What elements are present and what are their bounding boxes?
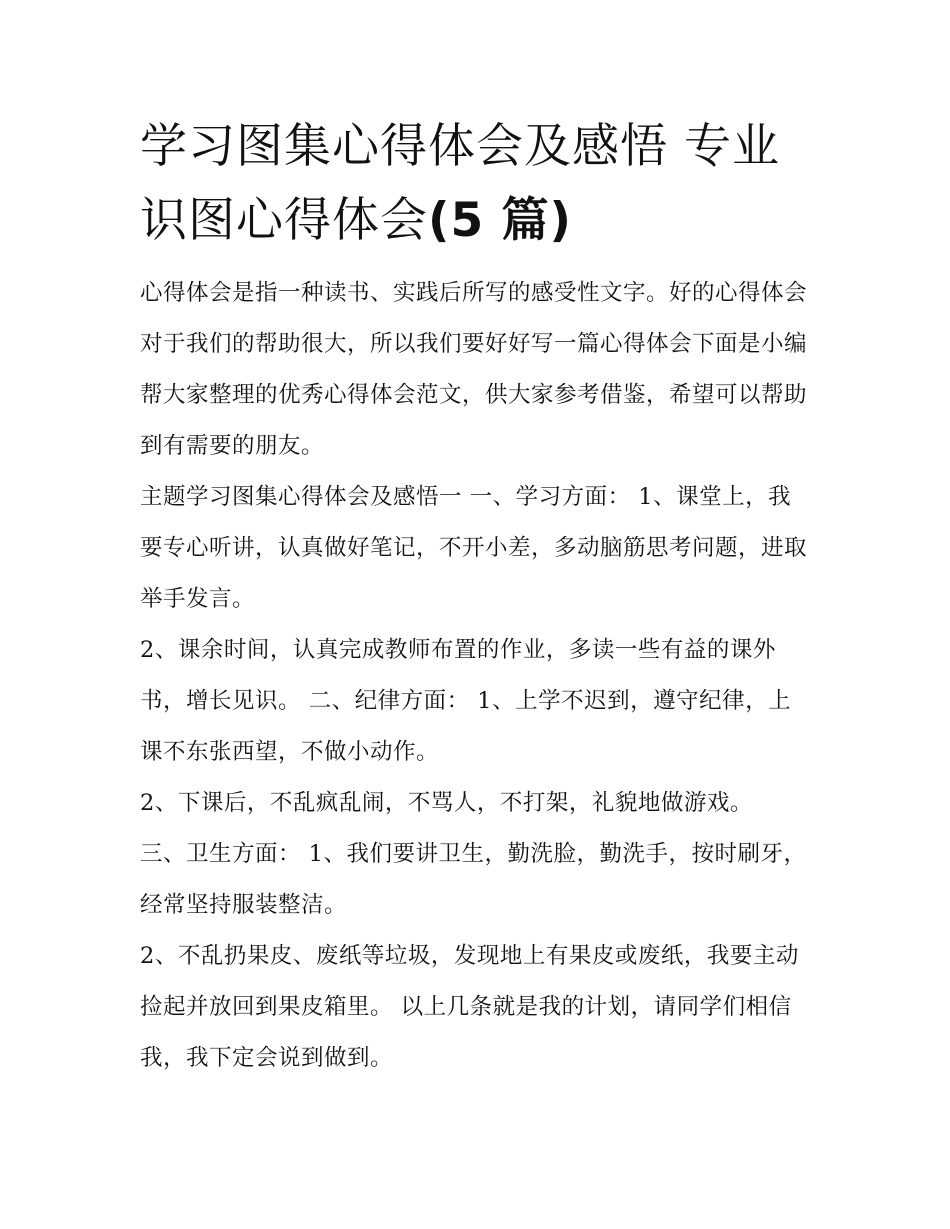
document-title — [140, 110, 812, 258]
paragraph-after-class: 2、下课后，不乱疯乱闹，不骂人，不打架，礼貌地做游戏。 — [140, 790, 753, 816]
title-line-1: 学习图集心得体会及感悟 专业 — [140, 119, 780, 174]
paragraph-study: 主题学习图集心得体会及感悟一 一、学习方面： 1、课堂上，我要专心听讲，认真做好笔记，不开小差，多动脑筋思考问题，进取举手发言。 — [140, 484, 808, 612]
paragraph-intro: 心得体会是指一种读书、实践后所写的感受性文字。好的心得体会对于我们的帮助很大，所以我们要好好写一篇心得体会下面是小编帮大家整理的优秀心得体会范文，供大家参考借鉴，希望可以帮助到有需要的朋友。 — [140, 280, 808, 459]
document-page — [140, 110, 812, 1084]
paragraph-hygiene: 三、卫生方面： 1、我们要讲卫生，勤洗脸，勤洗手，按时刷牙，经常坚持服装整洁。 — [140, 841, 807, 918]
title-count: (5 篇) — [428, 193, 573, 248]
title-line-2: 识图心得体会 — [140, 193, 428, 248]
paragraph-conclusion: 2、不乱扔果皮、废纸等垃圾，发现地上有果皮或废纸，我要主动捡起并放回到果皮箱里。 以上几条就是我的计划，请同学们相信我，我下定会说到做到。 — [140, 943, 799, 1071]
paragraph-discipline: 2、课余时间，认真完成教师布置的作业，多读一些有益的课外书，增长见识。 二、纪律方面： 1、上学不迟到，遵守纪律，上课不东张西望，不做小动作。 — [140, 637, 792, 765]
